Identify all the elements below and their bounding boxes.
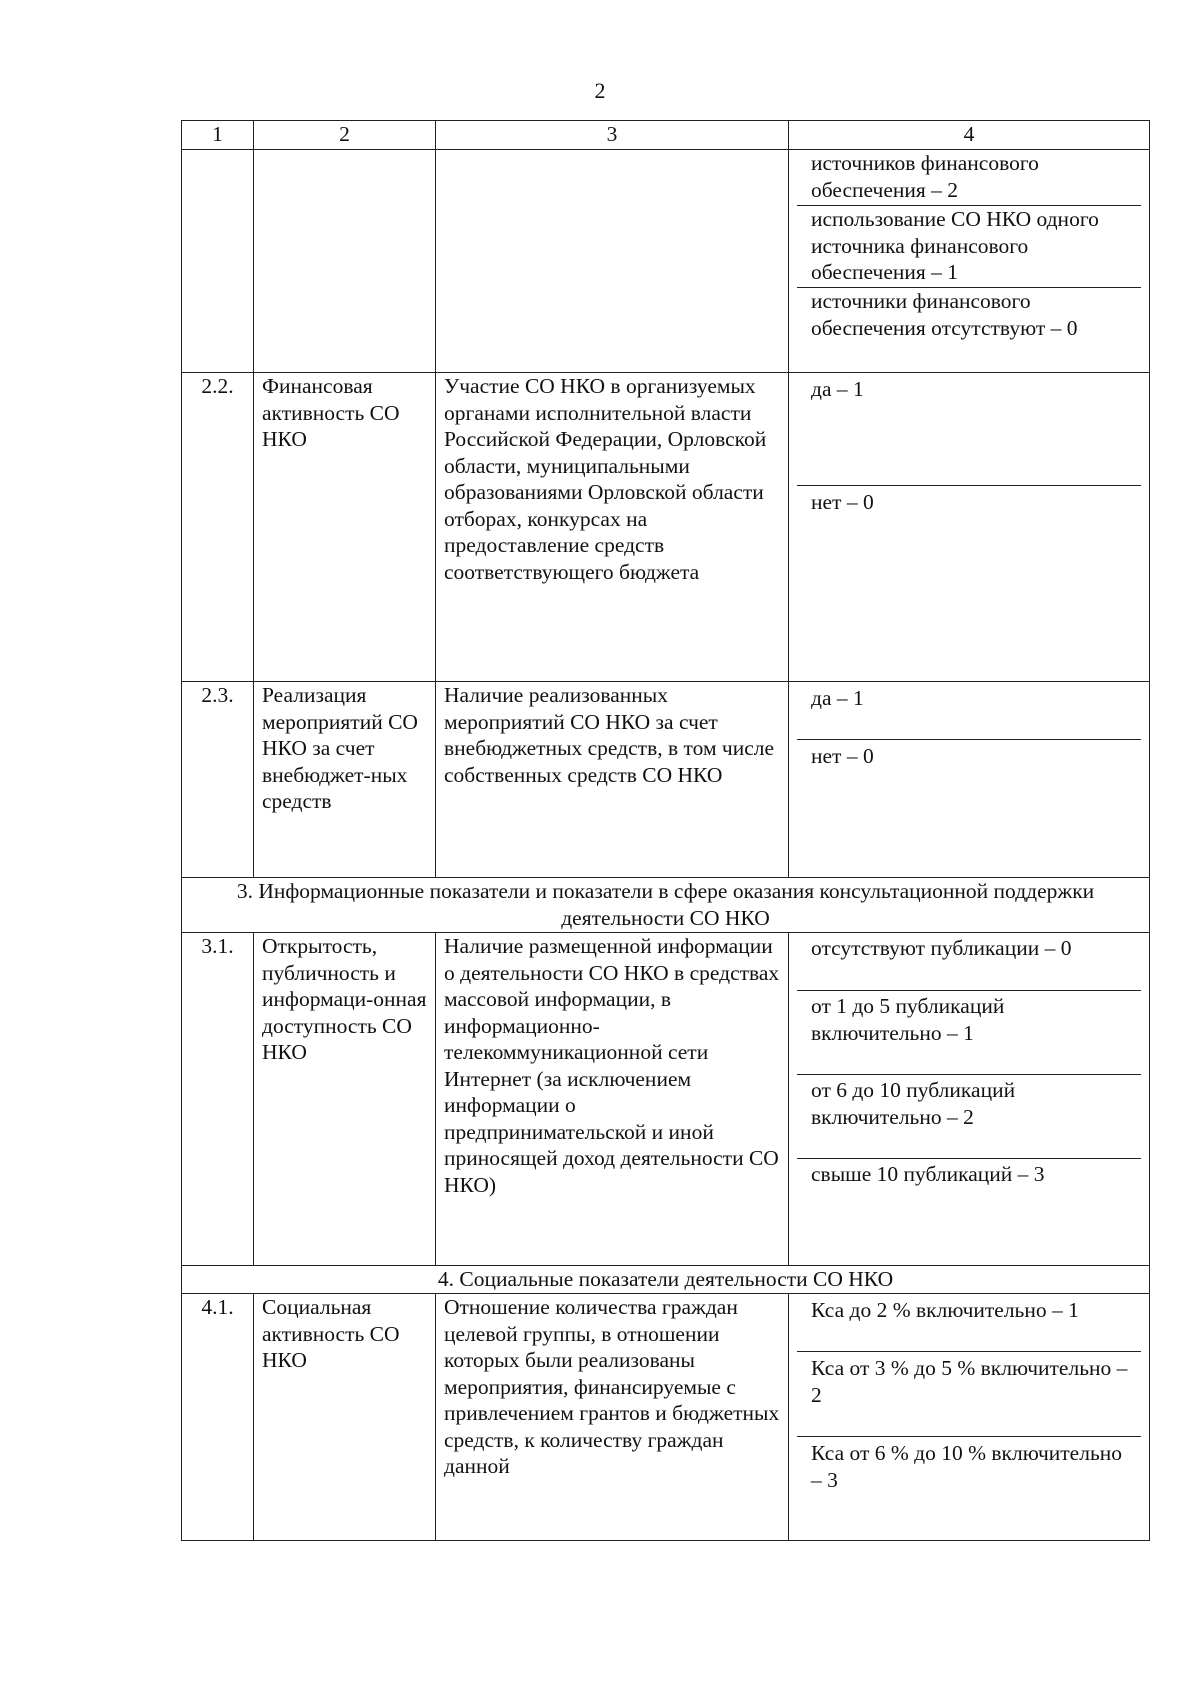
page-number: 2: [594, 78, 606, 103]
column-number: 1: [182, 121, 254, 150]
criterion: Наличие размещенной информации о деятельности СО НКО в средствах массовой информации, в информационно-телекоммуникационной сети Интернет (за исключением информации о предпринимательской и иной приносящей доход деятельности СО НКО): [436, 933, 789, 1266]
criterion: Отношение количества граждан целевой группы, в отношении которых были реализованы мероприятия, финансируемые с привлечением грантов и бюджетных средств, к количеству граждан данной: [436, 1294, 789, 1541]
indicator-name: [254, 150, 436, 373]
indicator-name: Реализация мероприятий СО НКО за счет внебюджет-ных средств: [254, 682, 436, 878]
score-option: да – 1: [811, 686, 864, 710]
row-number: 3.1.: [182, 933, 254, 1266]
criteria-table: [181, 120, 1150, 1541]
indicator-name: Открытость, публичность и информаци-онная доступность СО НКО: [254, 933, 436, 1266]
criterion: Участие СО НКО в организуемых органами исполнительной власти Российской Федерации, Орловской области, муниципальными образованиями Орловской области отборах, конкурсах на предоставление средств соответствующего бюджета: [436, 373, 789, 682]
score-option: от 6 до 10 публикаций включительно – 2: [797, 1074, 1141, 1158]
indicator-row-3-1: [182, 933, 1150, 1266]
score-option: свыше 10 публикаций – 3: [797, 1158, 1141, 1265]
criterion: [436, 150, 789, 373]
section-heading-row: [182, 878, 1150, 933]
row-number: 2.2.: [182, 373, 254, 682]
criterion: Наличие реализованных мероприятий СО НКО за счет внебюджетных средств, в том числе собственных средств СО НКО: [436, 682, 789, 878]
score-option: Кса до 2 % включительно – 1: [811, 1298, 1079, 1322]
column-number: 4: [789, 121, 1150, 150]
section-heading-row: [182, 1266, 1150, 1294]
row-number: 4.1.: [182, 1294, 254, 1541]
score-options: [789, 1294, 1150, 1541]
row-number: [182, 150, 254, 373]
score-options: [789, 933, 1150, 1266]
indicator-name: Социальная активность СО НКО: [254, 1294, 436, 1541]
score-option: Кса от 6 % до 10 % включительно – 3: [797, 1436, 1141, 1540]
column-number: 3: [436, 121, 789, 150]
score-option: отсутствуют публикации – 0: [811, 936, 1072, 960]
score-option: использование СО НКО одного источника финансового обеспечения – 1: [797, 205, 1141, 287]
indicator-row-4-1: [182, 1294, 1150, 1541]
indicator-row-2-2: [182, 373, 1150, 682]
score-option: нет – 0: [797, 739, 1141, 877]
row-number: 2.3.: [182, 682, 254, 878]
score-option: источников финансового обеспечения – 2: [811, 151, 1039, 202]
continued-row: [182, 150, 1150, 373]
section-heading: 4. Социальные показатели деятельности СО НКО: [182, 1266, 1150, 1294]
indicator-name: Финансовая активность СО НКО: [254, 373, 436, 682]
score-options: [789, 150, 1150, 373]
column-number-row: [182, 121, 1150, 150]
indicator-row-2-3: [182, 682, 1150, 878]
score-options: [789, 373, 1150, 682]
score-option: нет – 0: [797, 485, 1141, 681]
column-number: 2: [254, 121, 436, 150]
score-option: источники финансового обеспечения отсутствуют – 0: [797, 287, 1141, 372]
score-options: [789, 682, 1150, 878]
score-option: да – 1: [811, 377, 864, 401]
section-heading: 3. Информационные показатели и показатели в сфере оказания консультационной поддержки деятельности СО НКО: [182, 878, 1150, 933]
score-option: от 1 до 5 публикаций включительно – 1: [797, 990, 1141, 1074]
score-option: Кса от 3 % до 5 % включительно – 2: [797, 1351, 1141, 1436]
